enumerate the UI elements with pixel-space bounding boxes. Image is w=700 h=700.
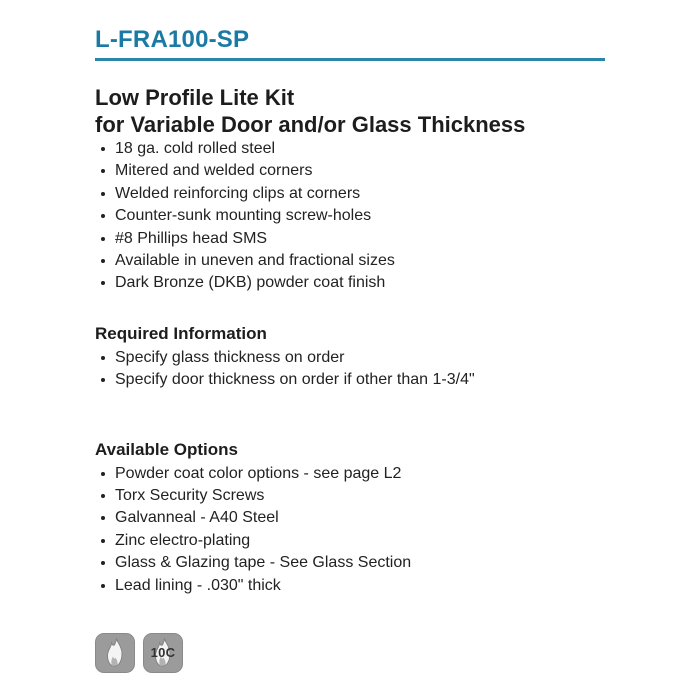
feature-item: Dark Bronze (DKB) powder coat finish [95, 272, 610, 294]
feature-item: Counter-sunk mounting screw-holes [95, 205, 610, 227]
feature-item: Available in uneven and fractional sizes [95, 250, 610, 272]
datasheet-page [95, 26, 610, 673]
feature-list [95, 138, 610, 295]
feature-item: 18 ga. cold rolled steel [95, 138, 610, 160]
available-options-section [95, 439, 610, 597]
option-item: Powder coat color options - see page L2 [95, 463, 610, 485]
page-title-line1: Low Profile Lite Kit [95, 85, 295, 110]
option-item: Galvanneal - A40 Steel [95, 507, 610, 529]
title-rule [95, 58, 605, 61]
available-options-list [95, 463, 610, 597]
page-title-line2: for Variable Door and/or Glass Thickness [95, 112, 526, 137]
fire-rating-label: 10C [150, 644, 176, 660]
feature-item: #8 Phillips head SMS [95, 228, 610, 250]
fire-rating-10c-badge [143, 633, 183, 673]
feature-item: Welded reinforcing clips at corners [95, 183, 610, 205]
option-item: Torx Security Screws [95, 485, 610, 507]
required-item: Specify door thickness on order if other than 1-3/4" [95, 369, 610, 391]
feature-item: Mitered and welded corners [95, 160, 610, 182]
option-item: Glass & Glazing tape - See Glass Section [95, 552, 610, 574]
model-number: L-FRA100-SP [95, 26, 250, 53]
page-title [95, 84, 610, 138]
option-item: Lead lining - .030" thick [95, 575, 610, 597]
required-information-list [95, 347, 610, 392]
available-options-heading: Available Options [95, 439, 238, 459]
option-item: Zinc electro-plating [95, 530, 610, 552]
required-item: Specify glass thickness on order [95, 347, 610, 369]
certification-badges [95, 633, 610, 673]
flame-icon [102, 637, 128, 669]
required-information-heading: Required Information [95, 323, 267, 343]
required-information-section [95, 323, 610, 392]
fire-rating-badge [95, 633, 135, 673]
